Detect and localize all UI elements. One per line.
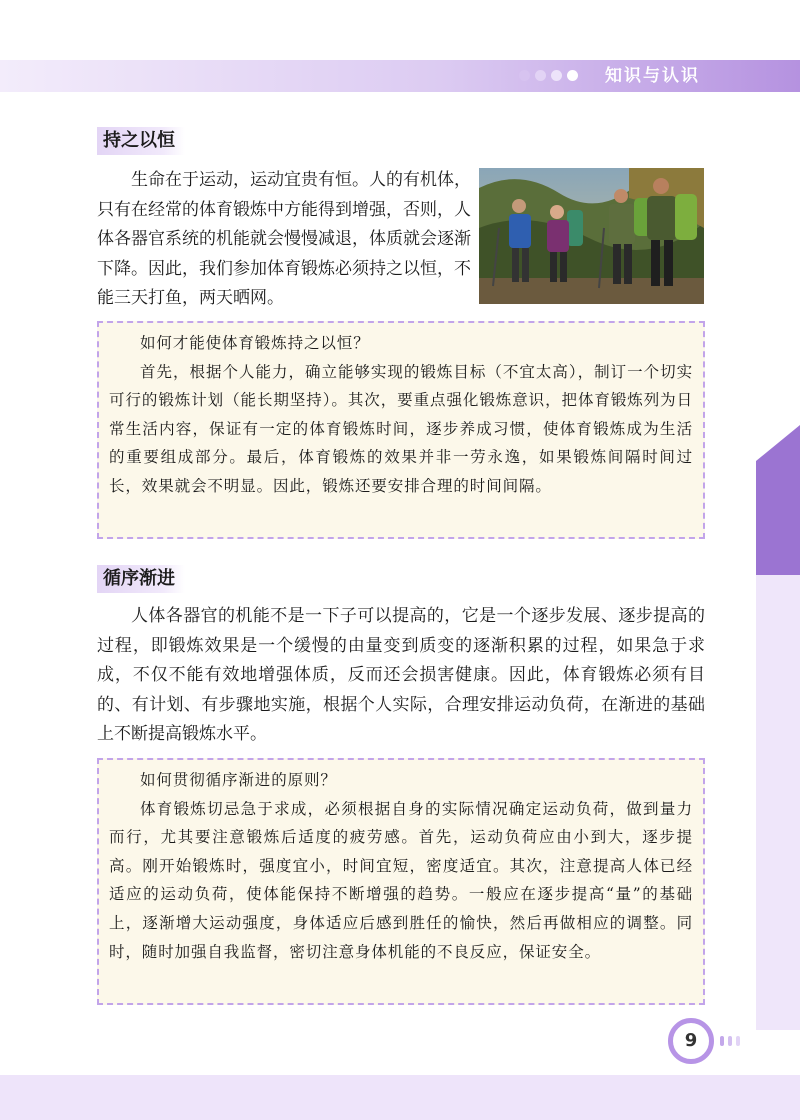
section-heading-persistence: 持之以恒 (97, 127, 185, 155)
page-number-dots-decoration (720, 1036, 740, 1046)
hikers-photo (479, 168, 704, 304)
page-number: 9 (668, 1018, 714, 1064)
bottom-band-decoration (0, 1075, 800, 1120)
section-paragraph-persistence: 生命在于运动，运动宜贵有恒。人的有机体，只有在经常的体育锻炼中方能得到增强，否则，人体各器官系统的机能就会慢慢减退，体质就会逐渐下降。因此，我们参加体育锻炼必须持之以恒，不能三天打鱼，两天晒网。 (97, 170, 471, 308)
side-panel-decoration (756, 575, 800, 1030)
info-box-persistence (97, 321, 705, 539)
header-dots-decoration (519, 70, 578, 81)
info-box-answer: 首先，根据个人能力，确立能够实现的锻炼目标（不宜太高），制订一个切实可行的锻炼计划（能长期坚持）。其次，要重点强化锻炼意识，把体育锻炼列为日常生活内容，保证有一定的体育锻炼时间，逐步养成习惯，使体育锻炼成为生活的重要组成部分。最后，体育锻炼的效果并非一劳永逸，如果锻炼间隔时间过长，效果就会不明显。因此，锻炼还要安排合理的时间间隔。 (109, 362, 693, 495)
info-box-gradual-progress (97, 758, 705, 1005)
section-heading-gradual-progress: 循序渐进 (97, 565, 185, 593)
side-tab-decoration (756, 425, 800, 575)
info-box-question: 如何贯彻循序渐进的原则？ (140, 771, 337, 789)
running-header-title: 知识与认识 (605, 66, 700, 86)
section-paragraph-gradual-progress: 人体各器官的机能不是一下子可以提高的，它是一个逐步发展、逐步提高的过程，即锻炼效果是一个缓慢的由量变到质变的逐渐积累的过程，如果急于求成，不仅不能有效地增强体质，反而还会损害健康。因此，体育锻炼必须有目的、有计划、有步骤地实施，根据个人实际，合理安排运动负荷，在渐进的基础上不断提高锻炼水平。 (97, 606, 705, 744)
info-box-question: 如何才能使体育锻炼持之以恒？ (140, 334, 370, 352)
info-box-answer: 体育锻炼切忌急于求成，必须根据自身的实际情况确定运动负荷，做到量力而行，尤其要注意锻炼后适度的疲劳感。首先，运动负荷应由小到大，逐步提高。刚开始锻炼时，强度宜小，时间宜短，密度适宜。其次，注意提高人体已经适应的运动负荷，使体能保持不断增强的趋势。一般应在逐步提高“量”的基础上，逐渐增大运动强度，身体适应后感到胜任的愉快，然后再做相应的调整。同时，随时加强自我监督，密切注意身体机能的不良反应，保证安全。 (109, 799, 693, 961)
hikers-photo-illustration (479, 168, 704, 304)
